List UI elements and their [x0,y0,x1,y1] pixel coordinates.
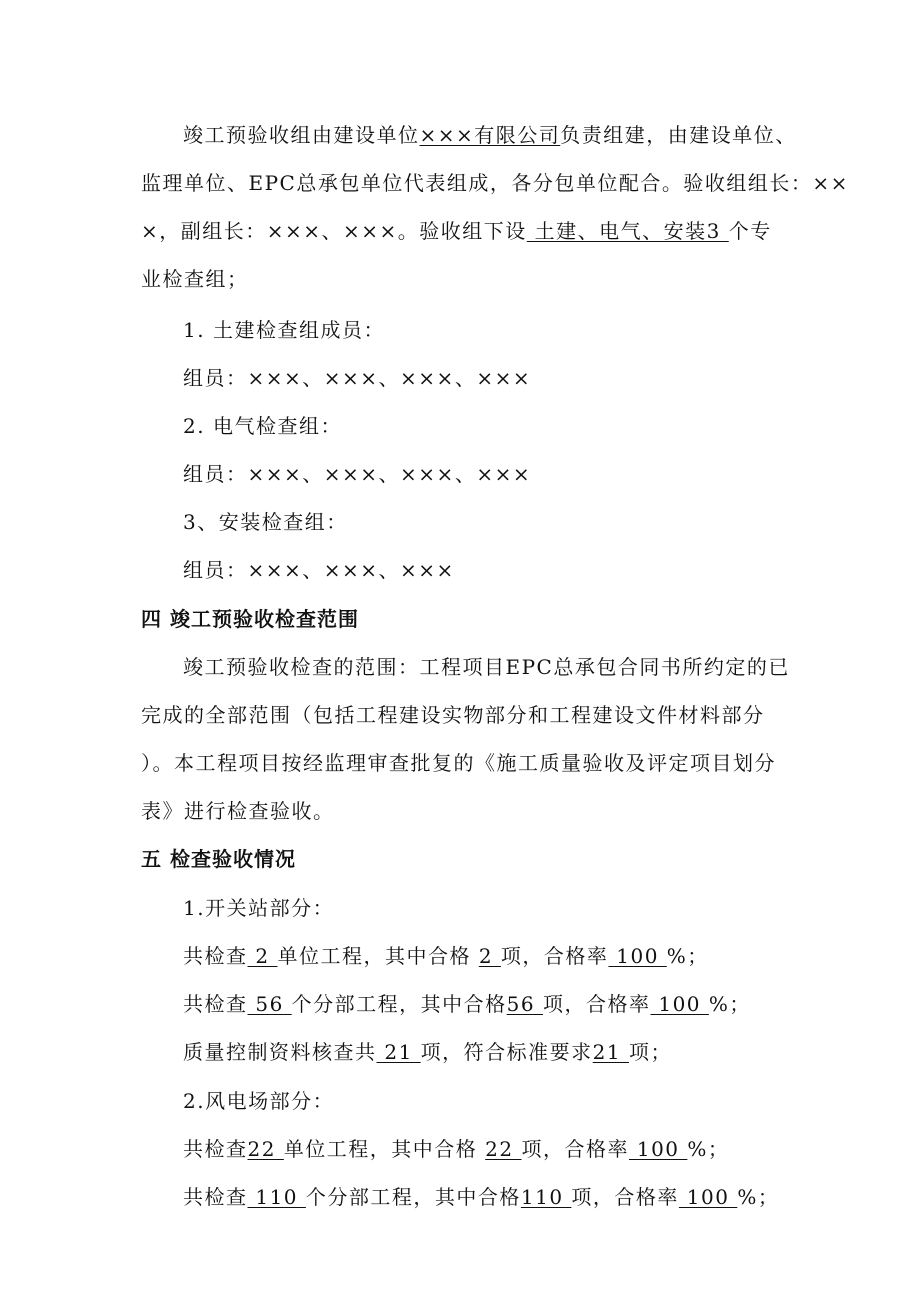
subdivision-count: 110 [247,1185,306,1209]
row-text: 质量控制资料核查共 [183,1040,377,1064]
row-text: 单位工程，其中合格 [283,1137,486,1161]
row-text: 共检查 [183,992,248,1016]
wind-farm-title: 2.风电场部分： [183,1089,335,1113]
company-name: ×××有限公司 [419,123,561,147]
section4-heading: 四 竣工预验收检查范围 [141,607,359,631]
row-text: 项，合格率 [571,1185,679,1209]
qualified-count: 22 [485,1137,522,1161]
section4-line4: 表》进行检查验收。 [141,799,335,823]
subdivision-count: 56 [247,992,292,1016]
section4-line3: ）。本工程项目按经监理审查批复的《施工质量验收及评定项目划分 [141,751,776,775]
para1-line3 [141,218,772,244]
pass-rate: 100 [608,944,667,968]
pass-rate: 100 [678,1185,738,1209]
row-text: 项； [628,1040,672,1064]
unit-count: 22 [247,1137,284,1161]
qualified-count: 2 [478,944,501,968]
section4-line1: 竣工预验收检查的范围：工程项目EPC总承包合同书所约定的已 [183,655,790,679]
civil-group-title: 1. 土建检查组成员： [183,318,385,342]
electrical-group-title: 2. 电气检查组： [183,414,342,438]
row-text: 单位工程，其中合格 [277,944,479,968]
switch-station-subdivisions-row [183,991,751,1017]
switch-station-title: 1.开关站部分： [183,896,335,920]
switch-station-units-row [183,943,709,969]
row-text: 共检查 [183,1137,248,1161]
para1-line3-pre: ×，副组长：×××、×××。验收组下设 [141,219,527,243]
install-group-title: 3、安装检查组： [183,510,348,534]
para1-line1 [183,122,797,148]
row-text: 个分部工程，其中合格 [291,992,507,1016]
row-text: 项，符合标准要求 [420,1040,593,1064]
row-text: 项，合格率 [500,944,609,968]
row-text: 项，合格率 [542,992,651,1016]
section5-heading: 五 检查验收情况 [141,847,296,871]
civil-group-members: 组员：×××、×××、×××、××× [183,366,532,390]
wind-farm-units-row [183,1136,729,1162]
row-text: 共检查 [183,944,248,968]
para1-line1-post: 负责组建，由建设单位、 [560,123,797,147]
inspection-groups: 土建、电气、安装3 [526,219,729,243]
electrical-group-members: 组员：×××、×××、×××、××× [183,462,532,486]
row-text: %； [687,1137,730,1161]
row-text: 个分部工程，其中合格 [305,1185,521,1209]
unit-count: 2 [247,944,278,968]
row-text: %； [666,944,709,968]
qualified-count: 110 [520,1185,572,1209]
para1-line3-post: 个专 [728,219,772,243]
switch-station-docs-row [183,1039,672,1065]
row-text: 项，合格率 [521,1137,629,1161]
para1-line2: 监理单位、EPC总承包单位代表组成，各分包单位配合。验收组组长：×× [141,171,849,195]
docs-compliant-count: 21 [592,1040,629,1064]
wind-farm-subdivisions-row [183,1184,779,1210]
pass-rate: 100 [628,1137,688,1161]
para1-line4: 业检查组； [141,267,249,291]
pass-rate: 100 [650,992,709,1016]
install-group-members: 组员：×××、×××、××× [183,558,455,582]
row-text: 共检查 [183,1185,248,1209]
para1-line1-pre: 竣工预验收组由建设单位 [183,123,420,147]
row-text: %； [737,1185,780,1209]
row-text: %； [708,992,751,1016]
section4-line2: 完成的全部范围（包括工程建设实物部分和工程建设文件材料部分 [141,703,765,727]
qualified-count: 56 [506,992,543,1016]
docs-checked-count: 21 [376,1040,421,1064]
